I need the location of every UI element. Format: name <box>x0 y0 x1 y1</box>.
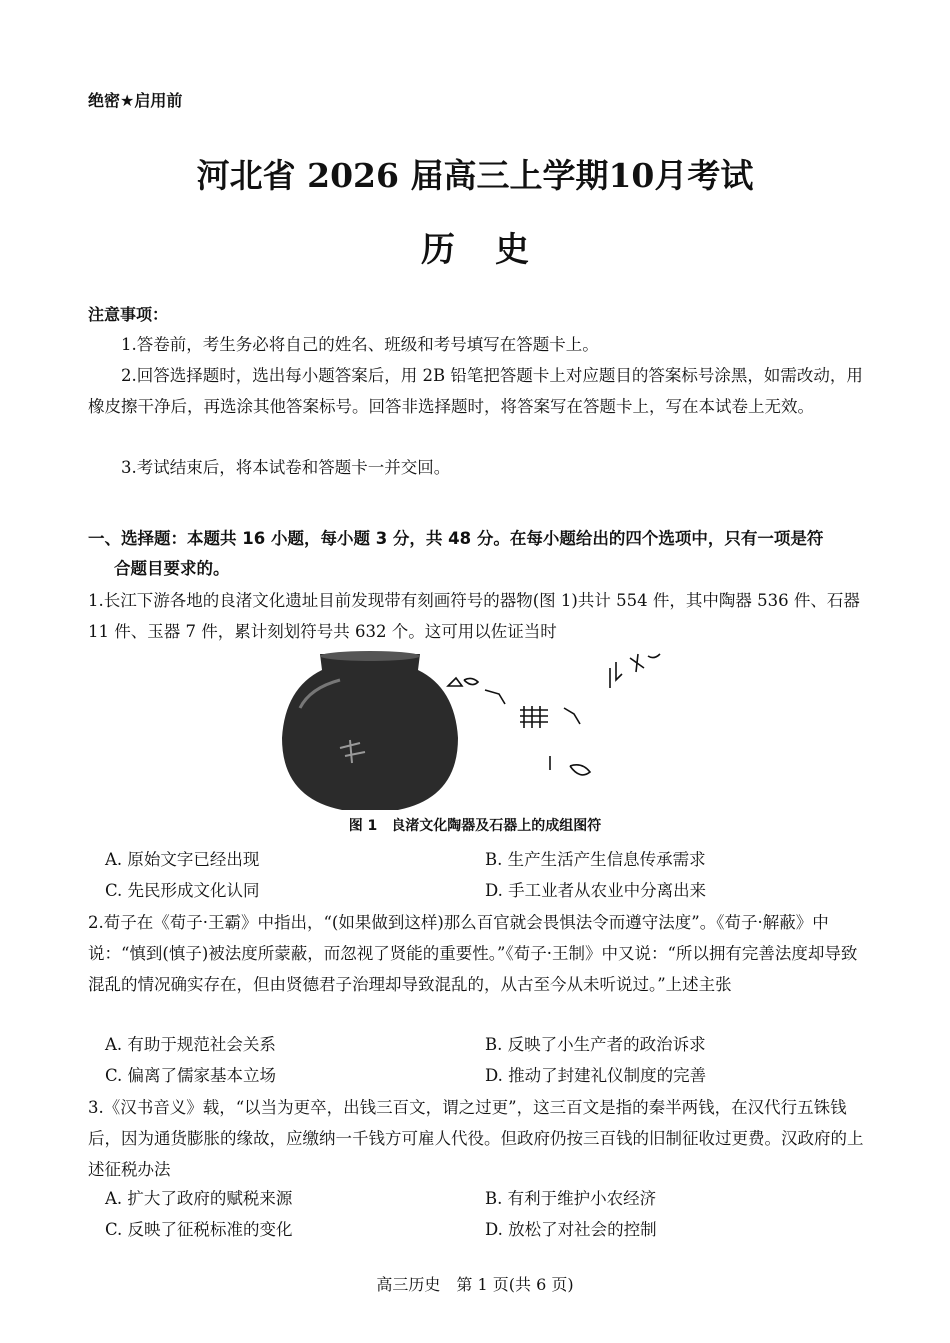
engraved-symbols <box>448 654 660 775</box>
notice-item-3: 3.考试结束后，将本试卷和答题卡一并交回。 <box>121 458 451 477</box>
q3-option-d[interactable]: D. 放松了对社会的控制 <box>485 1220 657 1239</box>
pottery-jar-image <box>282 651 458 810</box>
q1-option-c[interactable]: C. 先民形成文化认同 <box>105 881 260 900</box>
question-3-stem: 3.《汉书音义》载，“以当为更卒，出钱三百文，谓之过更”，这三百文是指的秦半两钱，在汉代行五铢钱后，因为通货膨胀的缘故，应缴纳一千钱方可雇人代役。但政府仍按三百钱的旧制征收过更费。汉政府的上述征税办法 <box>88 1098 864 1179</box>
notice-heading: 注意事项： <box>88 305 169 324</box>
figure-1-caption: 图 1 良渚文化陶器及石器上的成组图符 <box>348 818 602 834</box>
section-instructions <box>88 524 870 584</box>
q1-option-b[interactable]: B. 生产生活产生信息传承需求 <box>485 850 706 869</box>
q3-option-a[interactable]: A. 扩大了政府的赋税来源 <box>105 1189 293 1208</box>
confidential-label: 绝密★启用前 <box>88 91 183 110</box>
q1-option-a[interactable]: A. 原始文字已经出现 <box>105 850 260 869</box>
q2-option-b[interactable]: B. 反映了小生产者的政治诉求 <box>485 1035 706 1054</box>
question-1-stem: 1.长江下游各地的良渚文化遗址目前发现带有刻画符号的器物(图 1)共计 554 件，其中陶器 536 件、石器 11 件、玉器 7 件，累计刻划符号共 632 个。这可用以佐证当时 <box>88 591 860 641</box>
q2-option-c[interactable]: C. 偏离了儒家基本立场 <box>105 1066 277 1085</box>
q3-option-b[interactable]: B. 有利于维护小农经济 <box>485 1189 657 1208</box>
q3-option-c[interactable]: C. 反映了征税标准的变化 <box>105 1220 293 1239</box>
figure-1-illustration <box>280 648 700 813</box>
section-line-2: 合题目要求的。 <box>114 559 230 578</box>
subject-title: 历史 <box>421 230 569 270</box>
page-footer: 高三历史 第 1 页(共 6 页) <box>376 1275 574 1294</box>
notice-item-1: 1.答卷前，考生务必将自己的姓名、班级和考号填写在答题卡上。 <box>121 335 599 354</box>
exam-title: 河北省 2026 届高三上学期10月考试 <box>196 156 754 195</box>
question-2-stem: 2.荀子在《荀子·王霸》中指出，“(如果做到这样)那么百官就会畏惧法令而遵守法度”。《荀子·解蔽》中说：“慎到(慎子)被法度所蒙蔽，而忽视了贤能的重要性。”《荀子·王制》中又说：“所以拥有完善法度却导致混乱的情况确实存在，但由贤德君子治理却导致混乱的，从古至今从未听说过。”上述主张 <box>88 913 858 994</box>
q2-option-d[interactable]: D. 推动了封建礼仪制度的完善 <box>485 1066 707 1085</box>
notice-item-2: 2.回答选择题时，选出每小题答案后，用 2B 铅笔把答题卡上对应题目的答案标号涂黑，如需改动，用橡皮擦干净后，再选涂其他答案标号。回答非选择题时，将答案写在答题卡上，写在本试卷上无效。 <box>88 366 863 416</box>
q2-option-a[interactable]: A. 有助于规范社会关系 <box>105 1035 276 1054</box>
q1-option-d[interactable]: D. 手工业者从农业中分离出来 <box>485 881 707 900</box>
section-line-1: 一、选择题：本题共 16 小题，每小题 3 分，共 48 分。在每小题给出的四个选项中，只有一项是符 <box>88 529 824 548</box>
